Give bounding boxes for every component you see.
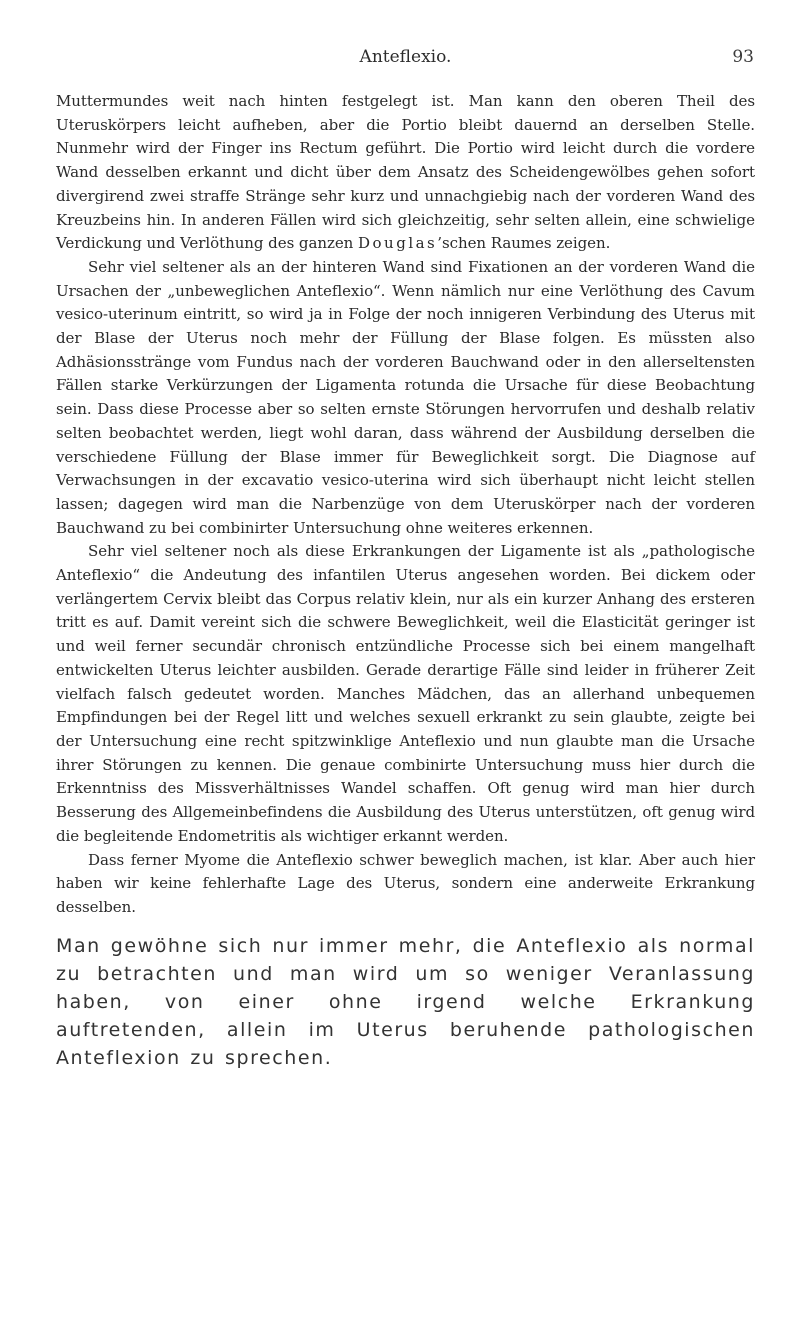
book-page — [56, 0, 755, 1091]
conclusion-paragraph: Man gewöhne sich nur immer mehr, die Anteflexio als normal zu betrachten und man wird um so weniger Veranlassung haben, von einer ohne irgend welche Erkrankung auftretenden, allein im Uterus beruhende pathologischen Anteflexion zu sprechen. — [56, 934, 755, 1069]
page-header — [56, 0, 755, 70]
body-paragraph — [56, 849, 755, 920]
running-title: Anteflexio. — [359, 47, 452, 67]
paragraph-text: ’schen Raumes zeigen. — [437, 234, 611, 253]
page-number: 93 — [732, 47, 754, 67]
spaced-name: Douglas — [358, 234, 438, 253]
body-paragraph — [56, 540, 755, 848]
paragraph-text: Muttermundes weit nach hinten festgelegt ist. Man kann den oberen Theil des Uteruskörpers leicht aufheben, aber die Portio bleibt dauernd an derselben Stelle. Nunmehr wird der Finger ins Rectum geführt. Die Portio wird leicht durch die vordere Wand desselben erkannt und dicht über dem Ansatz des Scheidengewölbes gehen sofort divergirend zwei straffe Stränge sehr kurz und unnachgiebig nach der vorderen Wand des Kreuzbeins hin. In anderen Fällen wird sich gleichzeitig, sehr selten allein, eine schwielige Verdickung und Verlöthung des ganzen — [56, 92, 755, 253]
paragraph-text: Dass ferner Myome die Anteflexio schwer beweglich machen, ist klar. Aber auch hier haben wir keine fehlerhafte Lage des Uterus, sondern eine anderweite Erkrankung desselben. — [56, 850, 755, 916]
paragraph-text: Sehr viel seltener als an der hinteren Wand sind Fixationen an der vorderen Wand die Ursachen der „unbeweglichen Anteflexio“. Wenn nämlich nur eine Verlöthung des Cavum vesico-uterinum eintritt, so wird ja in Folge der noch innigeren Verbindung des Uterus mit der Blase der Uterus noch mehr der Füllung der Blase folgen. Es müssten also Adhäsionsstränge vom Fundus nach der vorderen Bauchwand oder in den allerseltensten Fällen starke Verkürzungen der Ligamenta rotunda die Ursache für diese Beobachtung sein. Dass diese Processe aber so selten ernste Störungen hervorrufen und deshalb relativ selten beobachtet werden, liegt wohl daran, dass während der Ausbildung derselben die verschiedene Füllung der Blase immer für Beweglichkeit sorgt. Die Diagnose auf Verwachsungen in der excavatio vesico-uterina wird sich überhaupt nicht leicht stellen lassen; dagegen wird man die Narbenzüge von dem Uteruskörper nach der vorderen Bauchwand zu bei combinirter Untersuchung ohne weiteres erkennen. — [56, 257, 755, 537]
body-paragraph — [56, 256, 755, 540]
paragraph-text: Sehr viel seltener noch als diese Erkrankungen der Ligamente ist als „pathologische Anteflexio“ die Andeutung des infantilen Uterus angesehen worden. Bei dickem oder verlängertem Cervix bleibt das Corpus relativ klein, nur als ein kurzer Anhang des ersteren tritt es auf. Damit vereint sich die schwere Beweglichkeit, weil die Elasticität geringer ist und weil ferner secundär chronisch entzündliche Processe sich bei einem mangelhaft entwickelten Uterus leichter ausbilden. Gerade derartige Fälle sind leider in früherer Zeit vielfach falsch gedeutet worden. Manches Mädchen, das an allerhand unbequemen Empfindungen bei der Regel litt und welches sexuell erkrankt zu sein glaubte, zeigte bei der Untersuchung eine recht spitzwinklige Anteflexio und nun glaubte man die Ursache ihrer Störungen zu kennen. Die genaue combinirte Untersuchung muss hier durch die Erkenntniss des Missverhältnisses Wandel schaffen. Oft genug wird man hier durch Besserung des Allgemeinbefindens die Ausbildung des Uterus unterstützen, oft genug wird die begleitende Endometritis als wichtiger erkannt werden. — [56, 542, 755, 845]
body-text — [56, 90, 755, 920]
body-paragraph — [56, 90, 755, 256]
